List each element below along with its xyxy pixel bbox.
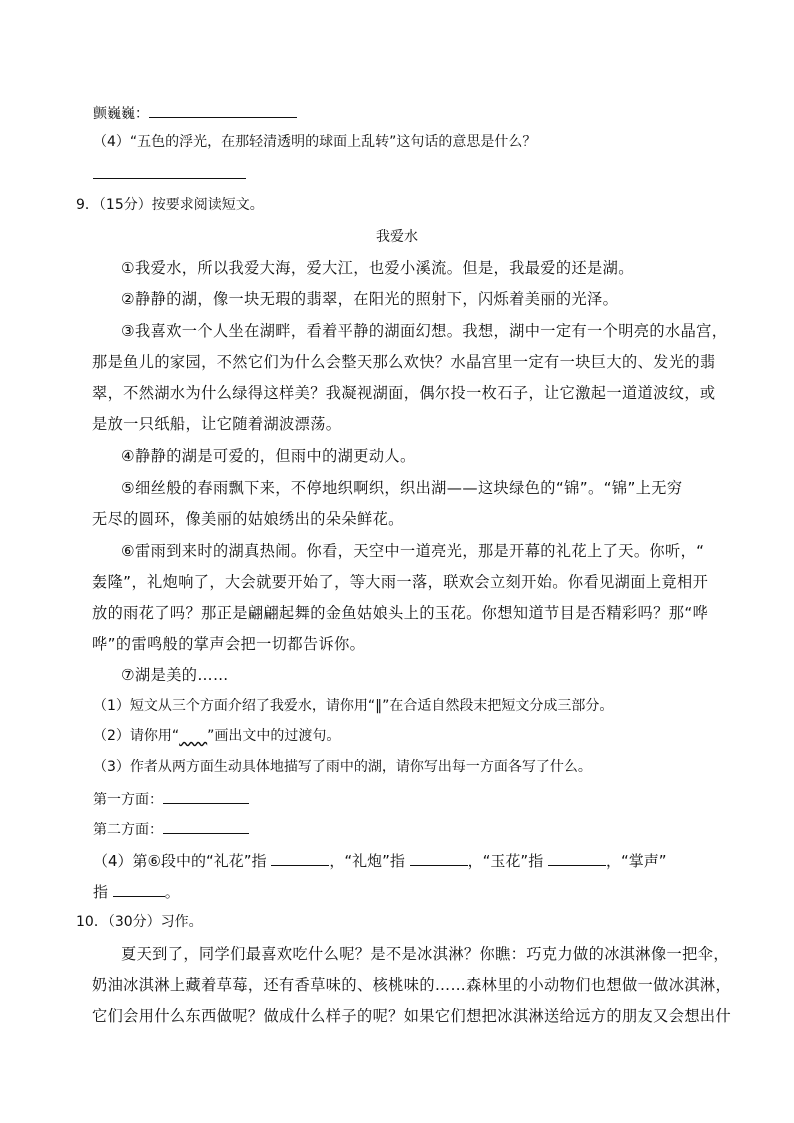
q10-line: 它们会用什么东西做呢？做成什么样子的呢？如果它们想把冰淇淋送给远方的朋友又会想出什 xyxy=(92,1007,732,1025)
q9-item4-c: ，“玉花”指 xyxy=(467,852,544,870)
aspect1-blank[interactable] xyxy=(163,788,249,804)
passage-p3-line: 那是鱼儿的家园，不然它们为什么会整天那么欢快？水晶宫里一定有一块巨大的、发光的翡 xyxy=(92,353,716,371)
q9-item1: （1）短文从三个方面介绍了我爱水，请你用“‖”在合适自然段末把短文分成三部分。 xyxy=(93,698,614,714)
passage-p1: ①我爱水，所以我爱大海，爱大江，也爱小溪流。但是，我最爱的还是湖。 xyxy=(121,259,634,277)
q9-item2-prefix: （2）请你用“ xyxy=(93,728,180,744)
lipao-blank[interactable] xyxy=(410,850,468,866)
lihua-blank[interactable] xyxy=(271,850,329,866)
passage-p5-line: 无尽的圆环，像美丽的姑娘绣出的朵朵鲜花。 xyxy=(92,510,404,528)
q8-word-label: 颤巍巍： xyxy=(93,106,149,122)
q9-item3: （3）作者从两方面生动具体地描写了雨中的湖，请你写出每一方面各写了什么。 xyxy=(93,759,592,775)
q9-aspect1-line xyxy=(93,788,249,810)
yuhua-blank[interactable] xyxy=(548,850,606,866)
passage-p7: ⑦湖是美的…… xyxy=(121,666,229,684)
aspect2-blank[interactable] xyxy=(163,818,249,834)
q10-header: 10．（30分）习作。 xyxy=(76,914,203,930)
passage-p6-line: 轰隆”，礼炮响了，大会就要开始了，等大雨一落，联欢会立刻开始。你看见湖面上竟相开 xyxy=(92,573,709,591)
passage-p3-line: 是放一只纸船，让它随着湖波漂荡。 xyxy=(92,415,342,433)
q9-item2 xyxy=(93,726,340,746)
q9-item4-d: ，“掌声” xyxy=(605,852,667,870)
passage-p6-line: 放的雨花了吗？那正是翩翩起舞的金鱼姑娘头上的玉花。你想知道节目是否精彩吗？那“哗 xyxy=(92,604,709,622)
passage-p3-line: 翠，不然湖水为什么绿得这样美？我凝视湖面，偶尔投一枚石子，让它激起一道道波纹，或 xyxy=(92,384,716,402)
passage-p4: ④静静的湖是可爱的，但雨中的湖更动人。 xyxy=(121,447,416,465)
passage-p2: ②静静的湖，像一块无瑕的翡翠，在阳光的照射下，闪烁着美丽的光泽。 xyxy=(121,290,619,308)
q9-header: 9．（15分）按要求阅读短文。 xyxy=(76,197,264,213)
passage-title: 我爱水 xyxy=(376,229,418,245)
passage-p6-line: ⑥雷雨到来时的湖真热闹。你看，天空中一道亮光，那是开幕的礼花上了天。你听，“ xyxy=(121,542,705,560)
q9-item4-b: ，“礼炮”指 xyxy=(329,852,405,870)
q10-line: 夏天到了，同学们最喜欢吃什么呢？是不是冰淇淋？你瞧：巧克力做的冰淇淋像一把伞， xyxy=(121,945,729,963)
wavy-line-mark xyxy=(179,728,207,744)
q8-item4-blank[interactable] xyxy=(93,163,246,179)
aspect2-label: 第二方面： xyxy=(93,822,163,838)
q9-item4-e: 指 xyxy=(93,883,109,901)
q9-item4-line1 xyxy=(93,850,667,871)
q8-word-line xyxy=(93,102,297,124)
zhangsheng-blank[interactable] xyxy=(113,881,165,897)
q9-item2-suffix: ”画出文中的过渡句。 xyxy=(207,728,341,744)
q9-item4-end: 。 xyxy=(164,883,180,901)
passage-p3-line: ③我喜欢一个人坐在湖畔，看着平静的湖面幻想。我想，湖中一定有一个明亮的水晶宫， xyxy=(121,322,728,340)
q9-item4-line2 xyxy=(93,881,180,902)
passage-p6-line: 哗”的雷鸣般的掌声会把一切都告诉你。 xyxy=(92,635,366,653)
passage-p5-line: ⑤细丝般的春雨飘下来，不停地织啊织，织出湖——这块绿色的“锦”。“锦”上无穷 xyxy=(121,479,683,497)
q8-item4: （4）“五色的浮光，在那轻清透明的球面上乱转”这句话的意思是什么？ xyxy=(93,134,537,150)
q9-aspect2-line xyxy=(93,818,249,840)
q10-line: 奶油冰淇淋上藏着草莓，还有香草味的、核桃味的……森林里的小动物们也想做一做冰淇淋， xyxy=(92,976,732,994)
aspect1-label: 第一方面： xyxy=(93,792,163,808)
q8-item4-answer-line[interactable] xyxy=(93,163,246,185)
q9-item4-a: （4）第⑥段中的“礼花”指 xyxy=(93,852,267,870)
q8-word-blank[interactable] xyxy=(149,102,297,118)
